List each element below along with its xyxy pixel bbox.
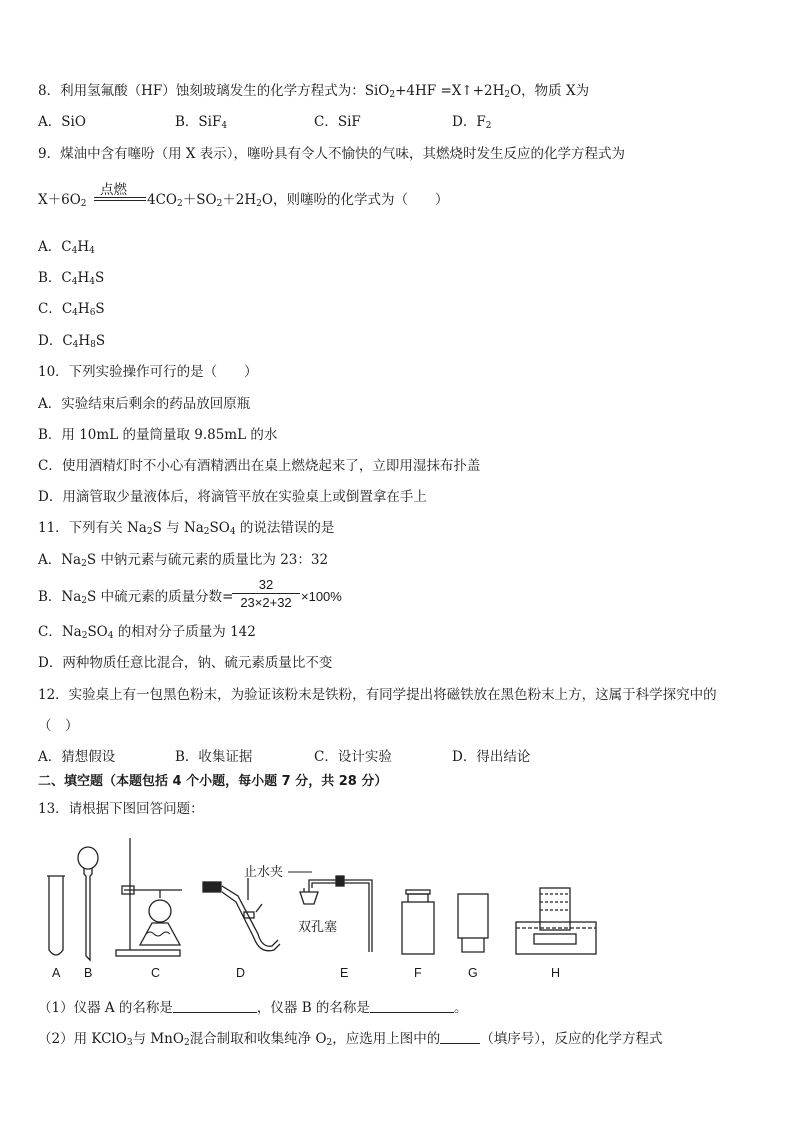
fraction-numerator: 32 xyxy=(232,577,300,594)
q10-option-b: B．用 10mL 的量筒量取 9.85mL 的水 xyxy=(38,427,278,443)
fraction-denominator: 23×2+32 xyxy=(240,595,292,610)
inverted-bottle-icon xyxy=(458,894,488,952)
q11-option-d: D．两种物质任意比混合，钠、硫元素质量比不变 xyxy=(38,655,333,671)
figure-label-a: A xyxy=(52,966,61,980)
q8-stem: 8．利用氢氟酸（HF）蚀刻玻璃发生的化学方程式为：$SiO_2+4HF =X↑+2H_2O$，物质 X为 xyxy=(38,83,590,100)
q9-option-b: B．$C_4H_4S$ xyxy=(38,270,105,287)
q12-option-a: A．猜想假设 xyxy=(38,749,116,765)
q9-option-d: D．$C_4H_8S$ xyxy=(38,333,106,350)
q11-option-a: A．$Na_2S$ 中钠元素与硫元素的质量比为 23：32 xyxy=(38,552,329,569)
q10-stem: 10．下列实验操作可行的是（ ） xyxy=(38,364,258,380)
q8-option-d: D．$F_2$ xyxy=(452,114,492,131)
tube-with-clamp-icon xyxy=(203,878,280,951)
clip-label: 止水夹 xyxy=(244,865,284,880)
figure-label-g: G xyxy=(468,966,478,980)
q13-stem: 13．请根据下图回答问题： xyxy=(38,801,204,817)
q10-option-a: A．实验结束后剩余的药品放回原瓶 xyxy=(38,396,251,412)
answer-blank[interactable] xyxy=(440,1043,480,1044)
test-tube-icon xyxy=(47,876,65,955)
figure-label-e: E xyxy=(340,966,349,980)
q9-option-c: C．$C_4H_6S$ xyxy=(38,301,105,318)
q10-option-c: C．使用酒精灯时不小心有酒精洒出在桌上燃烧起来了，立即用湿抹布扑盖 xyxy=(38,458,481,474)
q9-stem: 9．煤油中含有噻吩（用 X 表示），噻吩具有令人不愉快的气味，其燃烧时发生反应的化学方程式为 xyxy=(38,146,626,162)
equation-left: $X+6O_2$ xyxy=(38,192,87,209)
equation-bar-top xyxy=(94,197,146,198)
q10-option-d: D．用滴管取少量液体后，将滴管平放在实验桌上或倒置拿在手上 xyxy=(38,489,427,505)
stopper-with-tubes-icon xyxy=(300,876,372,952)
q8-option-c: C．SiF xyxy=(314,114,361,130)
apparatus-figure xyxy=(0,828,794,968)
answer-blank[interactable] xyxy=(370,1012,454,1013)
q12-option-c: C．设计实验 xyxy=(314,749,392,765)
mass-fraction xyxy=(232,577,300,610)
q12-stem: 12．实验桌上有一包黑色粉末，为验证该粉末是铁粉，有同学提出将磁铁放在黑色粉末上方，这属于科学探究中的 xyxy=(38,687,717,703)
figure-label-b: B xyxy=(84,966,93,980)
q9-option-a: A．$C_4H_4$ xyxy=(38,239,95,256)
q8-option-a: A．SiO xyxy=(38,114,86,130)
stopper-label: 双孔塞 xyxy=(298,920,338,935)
fraction-tail: ×100% xyxy=(301,589,342,604)
q13-sub2: （2）用 KClO$_3$与 MnO$_2$混合制取和收集纯净 $O_2$，应选用上图中的 （填序号），反应的化学方程式 xyxy=(38,1031,663,1048)
dropper-icon xyxy=(78,847,98,960)
q12-option-d: D．得出结论 xyxy=(452,749,531,765)
figure-label-d: D xyxy=(236,966,246,980)
iron-stand-icon xyxy=(116,838,182,956)
equation-bar-bottom xyxy=(94,200,146,201)
equation-condition: 点燃 xyxy=(100,182,127,198)
equation-right: $4CO_2+SO_2+2H_2O$，则噻吩的化学式为（ ） xyxy=(147,192,449,209)
figure-label-f: F xyxy=(414,966,422,980)
answer-blank[interactable] xyxy=(173,1012,257,1013)
q11-option-b: B．$Na_2S$ 中硫元素的质量分数= xyxy=(38,589,234,606)
q11-stem: 11．下列有关 $Na_2S$ 与 $Na_2SO_4$ 的说法错误的是 xyxy=(38,520,335,537)
q11-option-c: C．$Na_2SO_4$ 的相对分子质量为 142 xyxy=(38,624,256,641)
section-title: 二、填空题（本题包括 4 个小题，每小题 7 分，共 28 分） xyxy=(38,774,388,789)
figure-label-h: H xyxy=(551,966,561,980)
q12-option-b: B．收集证据 xyxy=(175,749,253,765)
figure-label-c: C xyxy=(151,966,161,980)
gas-bottle-icon xyxy=(402,890,434,954)
figure-labels xyxy=(0,966,794,984)
q13-sub1: （1）仪器 A 的名称是 ，仪器 B 的名称是 。 xyxy=(38,1000,468,1016)
water-trough-icon xyxy=(516,888,596,954)
q12-paren: （ ） xyxy=(38,718,79,734)
q8-option-b: B．SiF$_4$ xyxy=(175,114,228,131)
q9-equation xyxy=(38,178,598,222)
